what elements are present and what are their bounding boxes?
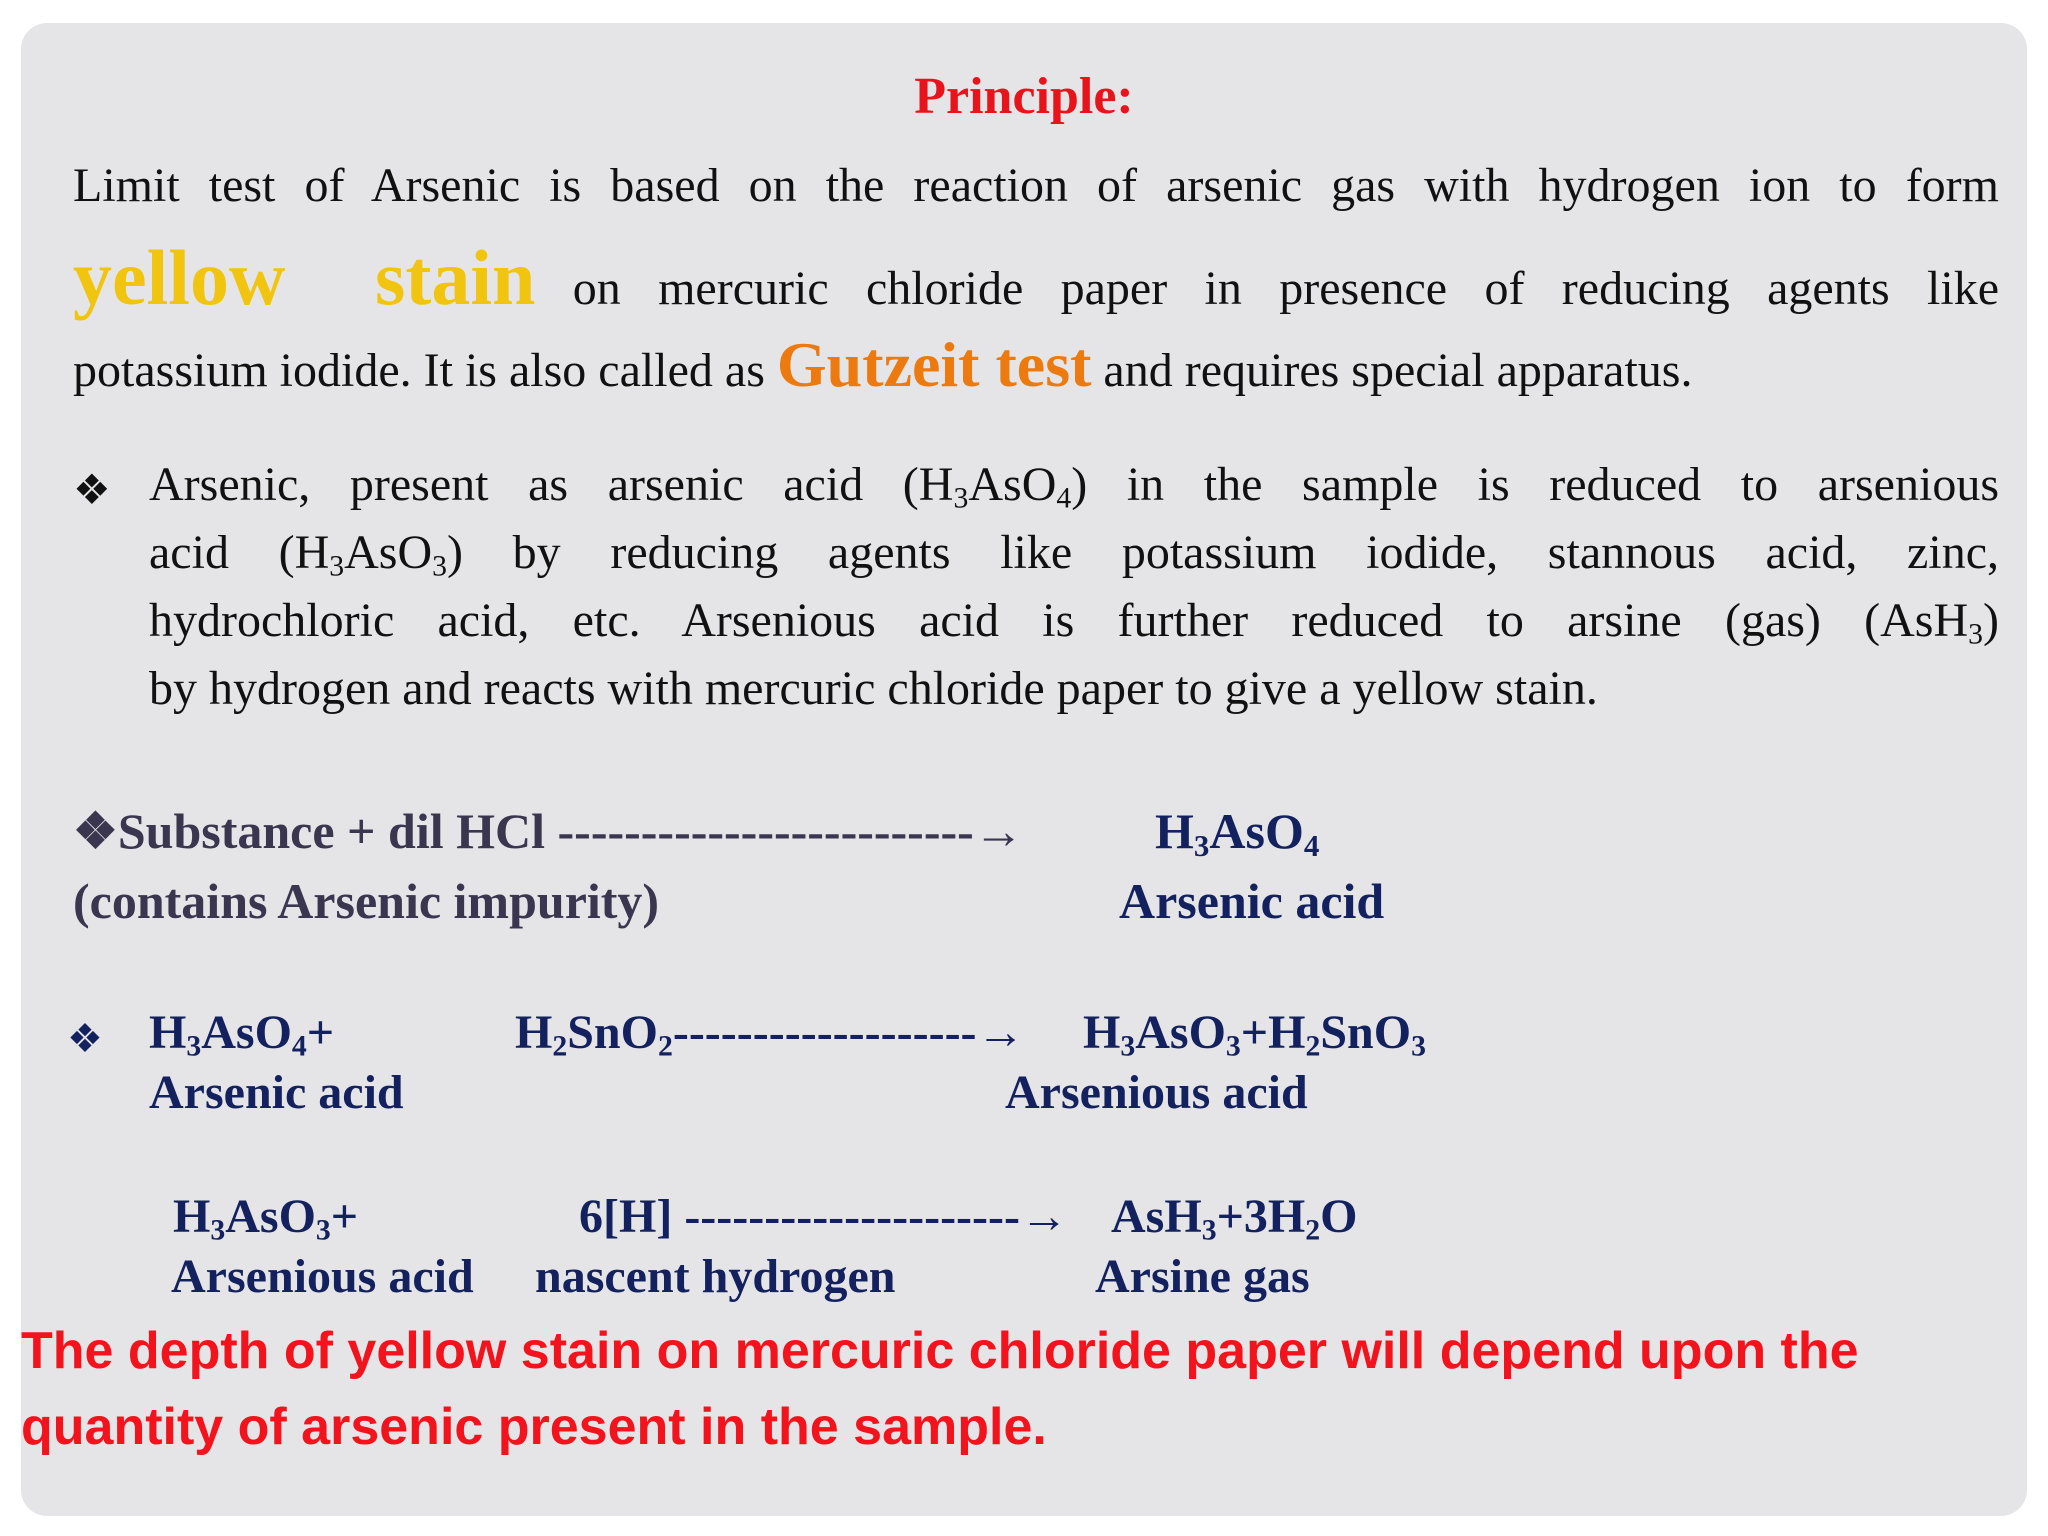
conclusion-line-1: The depth of yellow stain on mercuric chloride paper will depend upon the [21,1322,1859,1380]
reaction-3-reactant-2-label: nascent hydrogen [535,1250,896,1303]
principle-line-1 [73,155,1999,217]
principle-line-2 [73,233,1999,334]
text: AsO [201,1006,292,1059]
subscript: 3 [1225,1029,1241,1063]
text: AsH [1111,1190,1202,1243]
text: AsO [344,526,433,579]
bullet-diamond-icon: ❖ [73,468,111,514]
reaction-1-product-label: Arsenic acid [1119,873,1385,929]
subscript: 2 [1305,1213,1321,1247]
text: AsO [1135,1006,1226,1059]
conclusion-line-2: quantity of arsenic present in the sample. [21,1398,1047,1456]
highlight-gutzeit-test: Gutzeit test [776,329,1092,400]
principle-text-1: Limit test of Arsenic is based on the reaction of arsenic gas with hydrogen ion to form [73,159,1999,212]
text: ) by reducing agents like potassium iodide, stannous acid, zinc, [447,526,2000,579]
reaction-2-product-label: Arsenious acid [1005,1066,1308,1119]
text: H [1268,1006,1306,1059]
text: H [1083,1006,1121,1059]
reaction-2-reactant-2 [515,1001,1025,1065]
text: O [1320,1190,1358,1243]
bullet-line-2 [149,519,1999,587]
text: ) in the sample is reduced to arsenious [1071,458,2000,511]
subscript: 3 [1201,1213,1217,1247]
bullet-line-4: by hydrogen and reacts with mercuric chloride paper to give a yellow stain. [149,662,1598,715]
reaction-1-product [1155,799,1319,863]
text: AsO [1209,803,1304,859]
slide [21,23,2027,1516]
text: acid (H [149,526,330,579]
reaction-1-left: Substance + dil HCl -------------------------→ [117,803,1024,859]
reaction-2-reactant-1 [149,1001,334,1065]
reaction-2-products [1083,1001,1426,1065]
text: SnO [567,1006,658,1059]
text: AsO [968,458,1057,511]
subscript: 2 [657,1029,673,1063]
subscript: 3 [1968,617,1984,651]
principle-text-3a: potassium iodide. It is also called as [73,344,765,397]
text: AsO [225,1190,316,1243]
subscript: 3 [186,1029,202,1063]
reaction-3-product-label: Arsine gas [1095,1250,1310,1303]
text: hydrochloric acid, etc. Arsenious acid is further reduced to arsine (gas) (AsH [149,594,1969,647]
reaction-1-equation [73,799,1024,863]
plus: + [1216,1190,1244,1243]
text: H [1155,803,1194,859]
bullet-line-1 [149,451,1999,519]
plus: + [330,1190,359,1243]
reaction-2-reactant-1-label: Arsenic acid [149,1066,404,1119]
bullet-diamond-icon: ❖ [73,803,118,859]
reaction-3-reactant-1 [173,1185,358,1249]
subscript: 3 [329,549,345,583]
text: H [173,1190,211,1243]
text: ) [1983,594,1999,647]
plus: + [306,1006,335,1059]
text: H [149,1006,187,1059]
subscript: 2 [552,1029,568,1063]
reaction-1-left-label: (contains Arsenic impurity) [73,873,660,929]
principle-line-3 [73,323,1999,413]
subscript: 3 [1411,1029,1426,1063]
text: SnO [1320,1006,1412,1059]
subscript: 4 [1303,827,1320,863]
bullet-line-3 [149,587,1999,655]
arrow: -------------------→ [672,1006,1025,1059]
subscript: 2 [1305,1029,1321,1063]
reaction-3-products [1111,1185,1357,1249]
plus: + [1240,1006,1269,1059]
text: 6[H] [579,1190,673,1243]
slide-title: Principle: [914,68,1134,125]
subscript: 3 [210,1213,226,1247]
principle-text-2: on mercuric chloride paper in presence of reducing agents like [572,262,2000,315]
arrow: ---------------------→ [684,1190,1068,1243]
subscript: 3 [1193,827,1210,863]
subscript: 3 [1120,1029,1136,1063]
text: 3H [1243,1190,1306,1243]
subscript: 4 [1056,481,1072,515]
highlight-yellow-stain: yellow stain [73,234,536,321]
reaction-3-reactant-2 [579,1185,1068,1249]
subscript: 3 [315,1213,331,1247]
text: Arsenic, present as arsenic acid (H [149,458,954,511]
bullet-paragraph [149,451,1999,723]
bullet-diamond-icon: ❖ [67,1016,103,1061]
subscript: 3 [953,481,969,515]
principle-text-3b: and requires special apparatus. [1103,344,1693,397]
subscript: 3 [432,549,448,583]
subscript: 4 [291,1029,307,1063]
reaction-3-reactant-1-label: Arsenious acid [171,1250,474,1303]
text: H [515,1006,553,1059]
